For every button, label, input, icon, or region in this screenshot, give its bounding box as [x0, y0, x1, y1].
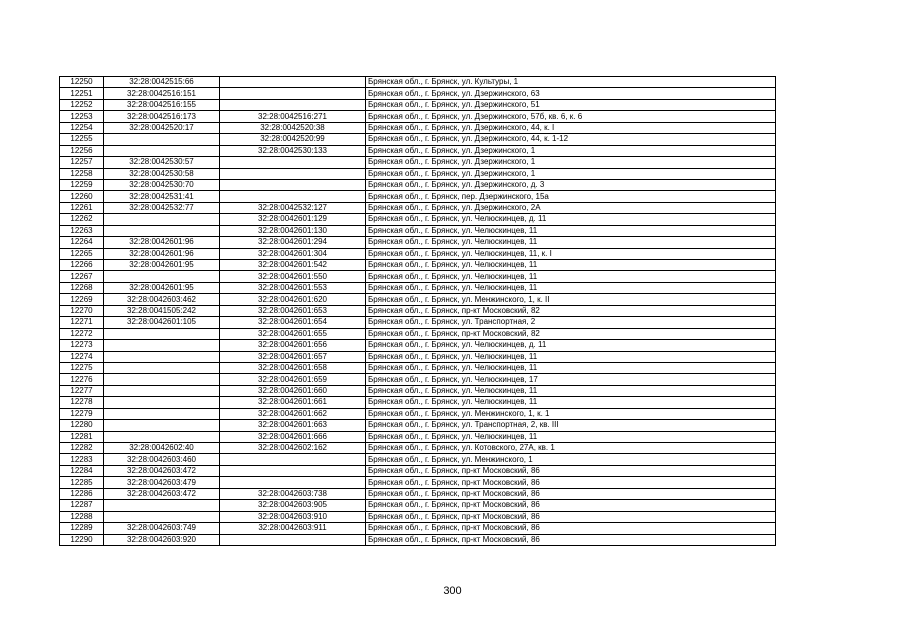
table-row [60, 168, 776, 179]
row-number-cell: 12272 [60, 328, 104, 339]
address-cell: Брянская обл., г. Брянск, ул. Дзержинского, 1 [366, 145, 776, 156]
table-row [60, 374, 776, 385]
address-cell: Брянская обл., г. Брянск, пер. Дзержинского, 15а [366, 191, 776, 202]
building-cadastral-cell: 32:28:0042516:271 [220, 111, 366, 122]
address-cell: Брянская обл., г. Брянск, ул. Челюскинцев, д. 11 [366, 340, 776, 351]
row-number-cell: 12250 [60, 77, 104, 88]
cadastral-number-cell [104, 420, 220, 431]
cadastral-number-cell: 32:28:0042602:40 [104, 443, 220, 454]
cadastral-number-cell [104, 374, 220, 385]
cadastral-number-cell: 32:28:0042601:96 [104, 237, 220, 248]
address-cell: Брянская обл., г. Брянск, ул. Челюскинцев, 11 [366, 362, 776, 373]
address-cell: Брянская обл., г. Брянск, ул. Культуры, 1 [366, 77, 776, 88]
cadastral-number-cell: 32:28:0042516:155 [104, 99, 220, 110]
row-number-cell: 12264 [60, 237, 104, 248]
address-cell: Брянская обл., г. Брянск, ул. Челюскинцев, 11 [366, 385, 776, 396]
building-cadastral-cell: 32:28:0042532:127 [220, 202, 366, 213]
table-row [60, 328, 776, 339]
building-cadastral-cell: 32:28:0042601:129 [220, 214, 366, 225]
building-cadastral-cell [220, 88, 366, 99]
row-number-cell: 12251 [60, 88, 104, 99]
address-cell: Брянская обл., г. Брянск, пр-кт Московский, 86 [366, 500, 776, 511]
cadastral-number-cell: 32:28:0042530:58 [104, 168, 220, 179]
row-number-cell: 12279 [60, 408, 104, 419]
building-cadastral-cell [220, 454, 366, 465]
cadastral-number-cell: 32:28:0042530:70 [104, 179, 220, 190]
address-cell: Брянская обл., г. Брянск, ул. Дзержинского, 1 [366, 157, 776, 168]
address-cell: Брянская обл., г. Брянск, пр-кт Московский, 86 [366, 477, 776, 488]
address-cell: Брянская обл., г. Брянск, ул. Дзержинского, 51 [366, 99, 776, 110]
row-number-cell: 12289 [60, 523, 104, 534]
cadastral-number-cell: 32:28:0042531:41 [104, 191, 220, 202]
building-cadastral-cell: 32:28:0042601:659 [220, 374, 366, 385]
building-cadastral-cell: 32:28:0042601:653 [220, 305, 366, 316]
table-row [60, 214, 776, 225]
address-cell: Брянская обл., г. Брянск, ул. Дзержинского, 2А [366, 202, 776, 213]
address-cell: Брянская обл., г. Брянск, ул. Менжинского, 1 [366, 454, 776, 465]
address-cell: Брянская обл., г. Брянск, ул. Дзержинского, 44, к. 1-12 [366, 134, 776, 145]
table-row [60, 157, 776, 168]
table-row [60, 454, 776, 465]
cadastral-number-cell: 32:28:0042603:749 [104, 523, 220, 534]
table-row [60, 99, 776, 110]
cadastral-number-cell [104, 362, 220, 373]
row-number-cell: 12263 [60, 225, 104, 236]
table-row [60, 523, 776, 534]
row-number-cell: 12290 [60, 534, 104, 545]
row-number-cell: 12261 [60, 202, 104, 213]
cadastral-number-cell [104, 340, 220, 351]
table-row [60, 511, 776, 522]
table-row [60, 500, 776, 511]
table-row [60, 134, 776, 145]
cadastral-number-cell: 32:28:0042603:460 [104, 454, 220, 465]
address-cell: Брянская обл., г. Брянск, пр-кт Московский, 86 [366, 465, 776, 476]
cadastral-number-cell [104, 351, 220, 362]
row-number-cell: 12266 [60, 260, 104, 271]
building-cadastral-cell: 32:28:0042601:658 [220, 362, 366, 373]
building-cadastral-cell [220, 465, 366, 476]
table-row [60, 111, 776, 122]
row-number-cell: 12280 [60, 420, 104, 431]
cadastral-number-cell [104, 500, 220, 511]
registry-table-body [60, 77, 776, 546]
building-cadastral-cell: 32:28:0042601:656 [220, 340, 366, 351]
building-cadastral-cell: 32:28:0042601:662 [220, 408, 366, 419]
building-cadastral-cell: 32:28:0042530:133 [220, 145, 366, 156]
table-row [60, 122, 776, 133]
building-cadastral-cell: 32:28:0042601:550 [220, 271, 366, 282]
table-row [60, 317, 776, 328]
cadastral-number-cell: 32:28:0042603:472 [104, 465, 220, 476]
table-row [60, 248, 776, 259]
row-number-cell: 12262 [60, 214, 104, 225]
building-cadastral-cell: 32:28:0042520:38 [220, 122, 366, 133]
address-cell: Брянская обл., г. Брянск, ул. Челюскинцев, 11 [366, 271, 776, 282]
address-cell: Брянская обл., г. Брянск, пр-кт Московский, 86 [366, 511, 776, 522]
building-cadastral-cell: 32:28:0042601:542 [220, 260, 366, 271]
table-row [60, 305, 776, 316]
building-cadastral-cell [220, 179, 366, 190]
address-cell: Брянская обл., г. Брянск, ул. Менжинского, 1, к. 1 [366, 408, 776, 419]
address-cell: Брянская обл., г. Брянск, ул. Транспортная, 2 [366, 317, 776, 328]
row-number-cell: 12255 [60, 134, 104, 145]
table-row [60, 271, 776, 282]
building-cadastral-cell: 32:28:0042603:905 [220, 500, 366, 511]
table-row [60, 385, 776, 396]
building-cadastral-cell [220, 157, 366, 168]
building-cadastral-cell: 32:28:0042603:910 [220, 511, 366, 522]
address-cell: Брянская обл., г. Брянск, ул. Челюскинцев, 11 [366, 237, 776, 248]
row-number-cell: 12284 [60, 465, 104, 476]
row-number-cell: 12254 [60, 122, 104, 133]
address-cell: Брянская обл., г. Брянск, ул. Челюскинцев, д. 11 [366, 214, 776, 225]
table-row [60, 443, 776, 454]
cadastral-number-cell [104, 328, 220, 339]
cadastral-number-cell [104, 397, 220, 408]
table-row [60, 145, 776, 156]
table-row [60, 534, 776, 545]
address-cell: Брянская обл., г. Брянск, ул. Челюскинцев, 11 [366, 397, 776, 408]
row-number-cell: 12259 [60, 179, 104, 190]
table-row [60, 351, 776, 362]
cadastral-number-cell [104, 408, 220, 419]
address-cell: Брянская обл., г. Брянск, ул. Дзержинского, д. 3 [366, 179, 776, 190]
row-number-cell: 12275 [60, 362, 104, 373]
address-cell: Брянская обл., г. Брянск, ул. Дзержинского, 57б, кв. 6, к. 6 [366, 111, 776, 122]
cadastral-number-cell: 32:28:0042516:151 [104, 88, 220, 99]
cadastral-number-cell [104, 214, 220, 225]
cadastral-number-cell: 32:28:0042515:66 [104, 77, 220, 88]
table-row [60, 294, 776, 305]
row-number-cell: 12281 [60, 431, 104, 442]
row-number-cell: 12252 [60, 99, 104, 110]
building-cadastral-cell: 32:28:0042601:294 [220, 237, 366, 248]
address-cell: Брянская обл., г. Брянск, ул. Челюскинцев, 11 [366, 431, 776, 442]
address-cell: Брянская обл., г. Брянск, пр-кт Московский, 82 [366, 328, 776, 339]
address-cell: Брянская обл., г. Брянск, ул. Транспортная, 2, кв. III [366, 420, 776, 431]
cadastral-number-cell [104, 225, 220, 236]
table-row [60, 237, 776, 248]
row-number-cell: 12269 [60, 294, 104, 305]
row-number-cell: 12283 [60, 454, 104, 465]
building-cadastral-cell: 32:28:0042601:660 [220, 385, 366, 396]
table-row [60, 282, 776, 293]
row-number-cell: 12282 [60, 443, 104, 454]
building-cadastral-cell [220, 77, 366, 88]
table-row [60, 340, 776, 351]
table-row [60, 431, 776, 442]
table-row [60, 260, 776, 271]
address-cell: Брянская обл., г. Брянск, пр-кт Московский, 86 [366, 534, 776, 545]
address-cell: Брянская обл., г. Брянск, ул. Дзержинского, 63 [366, 88, 776, 99]
building-cadastral-cell: 32:28:0042601:663 [220, 420, 366, 431]
row-number-cell: 12265 [60, 248, 104, 259]
building-cadastral-cell: 32:28:0042520:99 [220, 134, 366, 145]
row-number-cell: 12273 [60, 340, 104, 351]
address-cell: Брянская обл., г. Брянск, ул. Челюскинцев, 11, к. I [366, 248, 776, 259]
cadastral-number-cell [104, 431, 220, 442]
cadastral-number-cell [104, 385, 220, 396]
building-cadastral-cell: 32:28:0042601:661 [220, 397, 366, 408]
table-row [60, 420, 776, 431]
cadastral-number-cell: 32:28:0042530:57 [104, 157, 220, 168]
address-cell: Брянская обл., г. Брянск, ул. Дзержинского, 1 [366, 168, 776, 179]
cadastral-number-cell [104, 271, 220, 282]
address-cell: Брянская обл., г. Брянск, ул. Челюскинцев, 17 [366, 374, 776, 385]
cadastral-number-cell: 32:28:0042603:920 [104, 534, 220, 545]
address-cell: Брянская обл., г. Брянск, пр-кт Московский, 86 [366, 523, 776, 534]
row-number-cell: 12267 [60, 271, 104, 282]
row-number-cell: 12287 [60, 500, 104, 511]
registry-table [59, 76, 776, 546]
table-row [60, 465, 776, 476]
building-cadastral-cell [220, 191, 366, 202]
row-number-cell: 12271 [60, 317, 104, 328]
table-row [60, 77, 776, 88]
table-row [60, 488, 776, 499]
cadastral-number-cell: 32:28:0042520:17 [104, 122, 220, 133]
cadastral-number-cell: 32:28:0042532:77 [104, 202, 220, 213]
building-cadastral-cell [220, 534, 366, 545]
building-cadastral-cell: 32:28:0042601:620 [220, 294, 366, 305]
cadastral-number-cell: 32:28:0042603:472 [104, 488, 220, 499]
building-cadastral-cell: 32:28:0042601:553 [220, 282, 366, 293]
table-row [60, 477, 776, 488]
cadastral-number-cell: 32:28:0042601:95 [104, 260, 220, 271]
building-cadastral-cell: 32:28:0042601:654 [220, 317, 366, 328]
table-row [60, 397, 776, 408]
row-number-cell: 12253 [60, 111, 104, 122]
table-row [60, 362, 776, 373]
building-cadastral-cell: 32:28:0042601:130 [220, 225, 366, 236]
table-row [60, 191, 776, 202]
table-row [60, 408, 776, 419]
row-number-cell: 12270 [60, 305, 104, 316]
address-cell: Брянская обл., г. Брянск, пр-кт Московский, 82 [366, 305, 776, 316]
row-number-cell: 12288 [60, 511, 104, 522]
address-cell: Брянская обл., г. Брянск, пр-кт Московский, 86 [366, 488, 776, 499]
address-cell: Брянская обл., г. Брянск, ул. Менжинского, 1, к. II [366, 294, 776, 305]
building-cadastral-cell [220, 99, 366, 110]
row-number-cell: 12257 [60, 157, 104, 168]
cadastral-number-cell: 32:28:0042603:462 [104, 294, 220, 305]
row-number-cell: 12274 [60, 351, 104, 362]
row-number-cell: 12256 [60, 145, 104, 156]
row-number-cell: 12278 [60, 397, 104, 408]
building-cadastral-cell [220, 477, 366, 488]
building-cadastral-cell: 32:28:0042601:655 [220, 328, 366, 339]
building-cadastral-cell: 32:28:0042601:304 [220, 248, 366, 259]
cadastral-number-cell: 32:28:0042601:105 [104, 317, 220, 328]
table-row [60, 225, 776, 236]
row-number-cell: 12260 [60, 191, 104, 202]
building-cadastral-cell: 32:28:0042602:162 [220, 443, 366, 454]
table-row [60, 202, 776, 213]
table-row [60, 179, 776, 190]
row-number-cell: 12258 [60, 168, 104, 179]
row-number-cell: 12276 [60, 374, 104, 385]
address-cell: Брянская обл., г. Брянск, ул. Челюскинцев, 11 [366, 260, 776, 271]
address-cell: Брянская обл., г. Брянск, ул. Челюскинцев, 11 [366, 351, 776, 362]
row-number-cell: 12286 [60, 488, 104, 499]
row-number-cell: 12285 [60, 477, 104, 488]
cadastral-number-cell: 32:28:0041505:242 [104, 305, 220, 316]
address-cell: Брянская обл., г. Брянск, ул. Котовского, 27А, кв. 1 [366, 443, 776, 454]
page-number: 300 [443, 585, 462, 597]
address-cell: Брянская обл., г. Брянск, ул. Челюскинцев, 11 [366, 282, 776, 293]
cadastral-number-cell [104, 511, 220, 522]
building-cadastral-cell: 32:28:0042603:738 [220, 488, 366, 499]
cadastral-number-cell: 32:28:0042516:173 [104, 111, 220, 122]
building-cadastral-cell: 32:28:0042603:911 [220, 523, 366, 534]
building-cadastral-cell: 32:28:0042601:657 [220, 351, 366, 362]
building-cadastral-cell [220, 168, 366, 179]
cadastral-number-cell: 32:28:0042603:479 [104, 477, 220, 488]
row-number-cell: 12277 [60, 385, 104, 396]
cadastral-number-cell: 32:28:0042601:96 [104, 248, 220, 259]
building-cadastral-cell: 32:28:0042601:666 [220, 431, 366, 442]
cadastral-number-cell [104, 145, 220, 156]
cadastral-number-cell: 32:28:0042601:95 [104, 282, 220, 293]
cadastral-number-cell [104, 134, 220, 145]
address-cell: Брянская обл., г. Брянск, ул. Челюскинцев, 11 [366, 225, 776, 236]
address-cell: Брянская обл., г. Брянск, ул. Дзержинского, 44, к. I [366, 122, 776, 133]
table-row [60, 88, 776, 99]
row-number-cell: 12268 [60, 282, 104, 293]
